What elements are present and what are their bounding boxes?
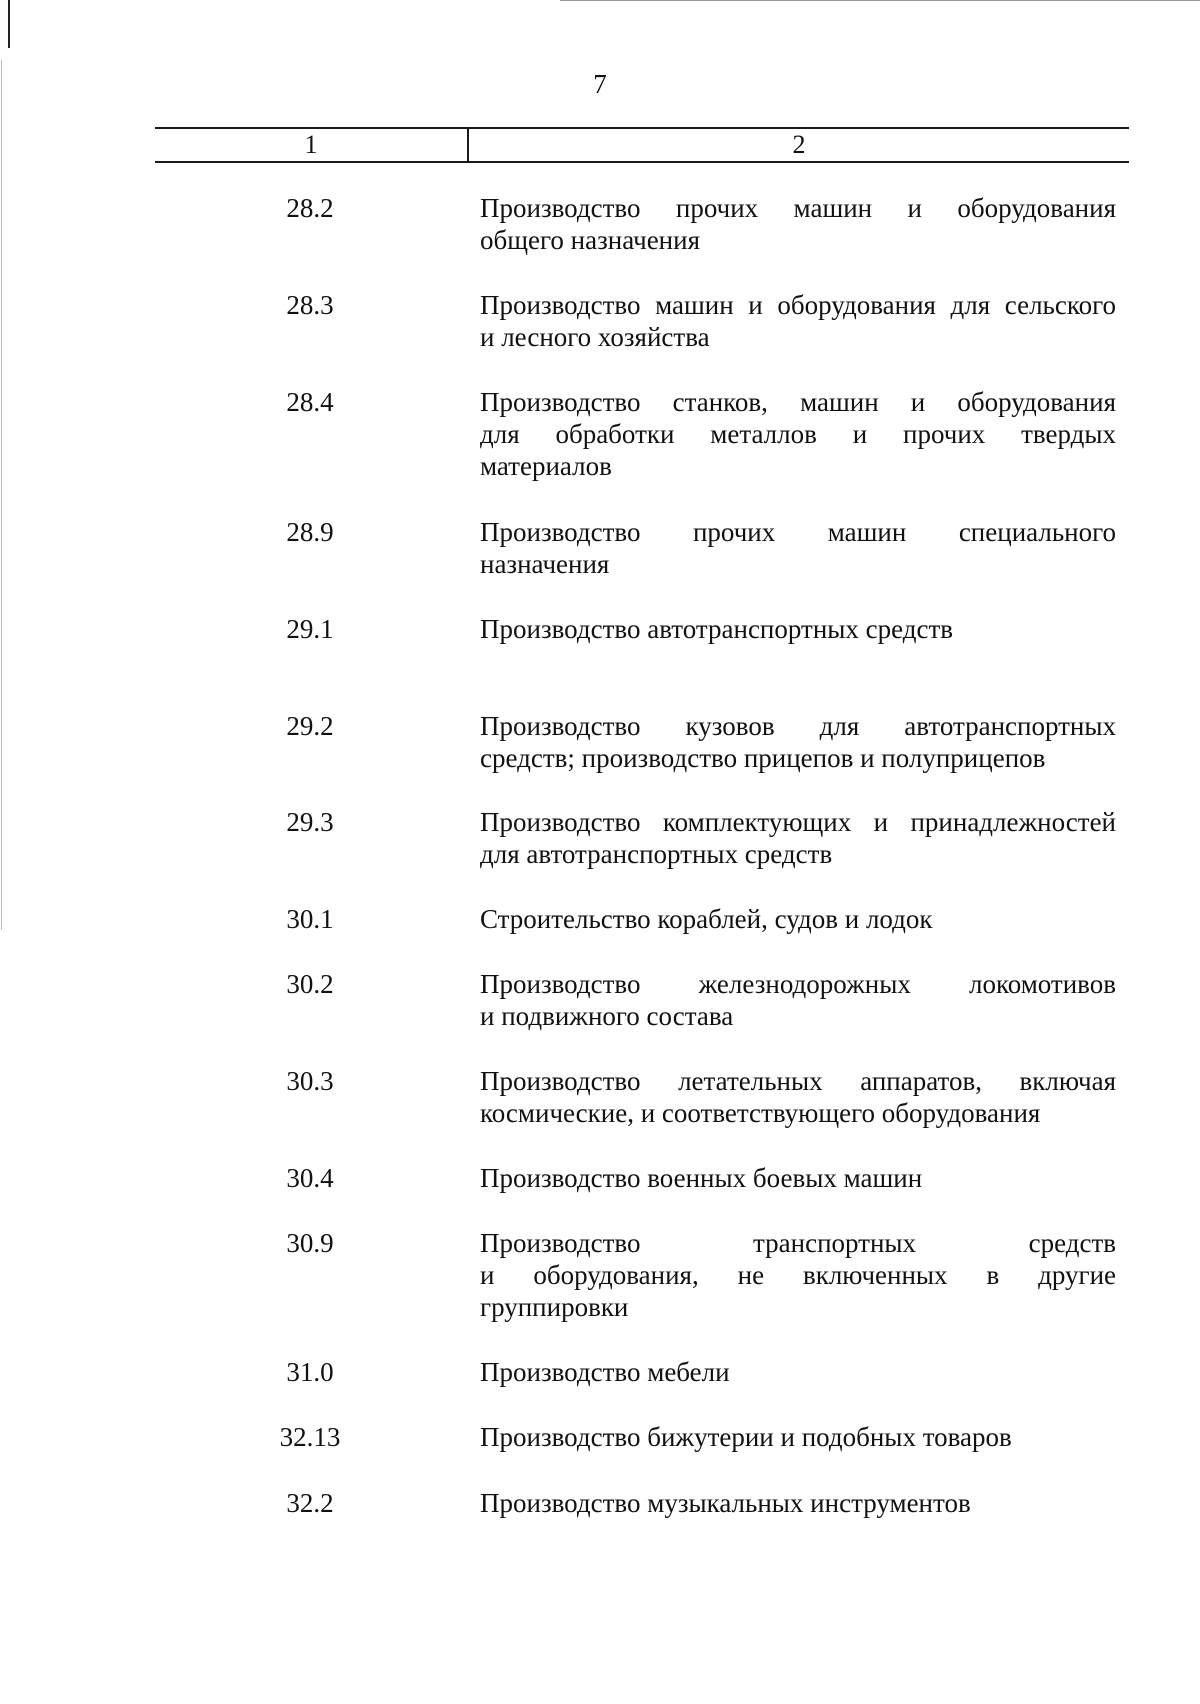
okved-code: 32.2 <box>286 1488 334 1518</box>
activity-description <box>480 968 1116 1032</box>
description-line: Производство военных боевых машин <box>480 1163 923 1193</box>
description-line: Производство кузовов для автотранспортных <box>480 711 1116 741</box>
description-line: Производство автотранспортных средств <box>480 614 954 644</box>
description-line: для обработки металлов и прочих твердых <box>480 419 1116 449</box>
okved-code: 28.9 <box>286 517 334 547</box>
description-line: общего назначения <box>480 225 700 255</box>
page-number: 7 <box>593 69 607 99</box>
description-line: Производство машин и оборудования для сельского <box>480 290 1116 320</box>
description-line: Производство прочих машин специального <box>480 517 1116 547</box>
activity-description <box>480 516 1116 580</box>
activity-description <box>480 1162 1116 1194</box>
description-line: Производство железнодорожных локомотивов <box>480 969 1116 999</box>
okved-code: 30.1 <box>286 904 334 934</box>
description-line: Производство комплектующих и принадлежностей <box>480 807 1116 837</box>
okved-code: 28.2 <box>286 193 334 223</box>
activity-description <box>480 1227 1116 1323</box>
description-line: и оборудования, не включенных в другие <box>480 1260 1116 1290</box>
okved-code: 29.1 <box>286 614 334 644</box>
activity-description <box>480 1356 1116 1388</box>
description-line: Производство мебели <box>480 1357 730 1387</box>
description-line: Строительство кораблей, судов и лодок <box>480 904 933 934</box>
activity-description <box>480 289 1116 353</box>
description-line: Производство станков, машин и оборудования <box>480 387 1116 417</box>
okved-code: 31.0 <box>286 1357 334 1387</box>
activity-description <box>480 903 1116 935</box>
column-header-2: 2 <box>792 130 806 159</box>
description-line: материалов <box>480 451 612 481</box>
description-line: и лесного хозяйства <box>480 322 710 352</box>
activity-description <box>480 1421 1116 1453</box>
description-line: Производство бижутерии и подобных товаров <box>480 1422 1012 1452</box>
description-line: средств; производство прицепов и полуприцепов <box>480 743 1046 773</box>
activity-description <box>480 386 1116 482</box>
okved-code: 28.3 <box>286 290 334 320</box>
description-line: Производство летательных аппаратов, включая <box>480 1066 1116 1096</box>
activity-description <box>480 1487 1116 1519</box>
okved-code: 32.13 <box>279 1422 341 1452</box>
description-line: назначения <box>480 549 610 579</box>
activity-description <box>480 192 1116 256</box>
activity-description <box>480 806 1116 870</box>
description-line: Производство музыкальных инструментов <box>480 1488 971 1518</box>
description-line: Производство прочих машин и оборудования <box>480 193 1116 223</box>
okved-code: 29.3 <box>286 807 334 837</box>
description-line: для автотранспортных средств <box>480 839 833 869</box>
description-line: Производство транспортных средств <box>480 1228 1116 1258</box>
activity-description <box>480 613 1116 645</box>
okved-code: 30.3 <box>286 1066 334 1096</box>
okved-code: 29.2 <box>286 711 334 741</box>
activity-description <box>480 1065 1116 1129</box>
column-header-1: 1 <box>155 129 469 161</box>
okved-code: 28.4 <box>286 387 334 417</box>
activity-description <box>480 710 1116 774</box>
okved-code: 30.4 <box>286 1163 334 1193</box>
okved-code: 30.2 <box>286 969 334 999</box>
description-line: группировки <box>480 1292 629 1322</box>
description-line: космические, и соответствующего оборудования <box>480 1098 1041 1128</box>
description-line: и подвижного состава <box>480 1001 734 1031</box>
okved-code: 30.9 <box>286 1228 334 1258</box>
